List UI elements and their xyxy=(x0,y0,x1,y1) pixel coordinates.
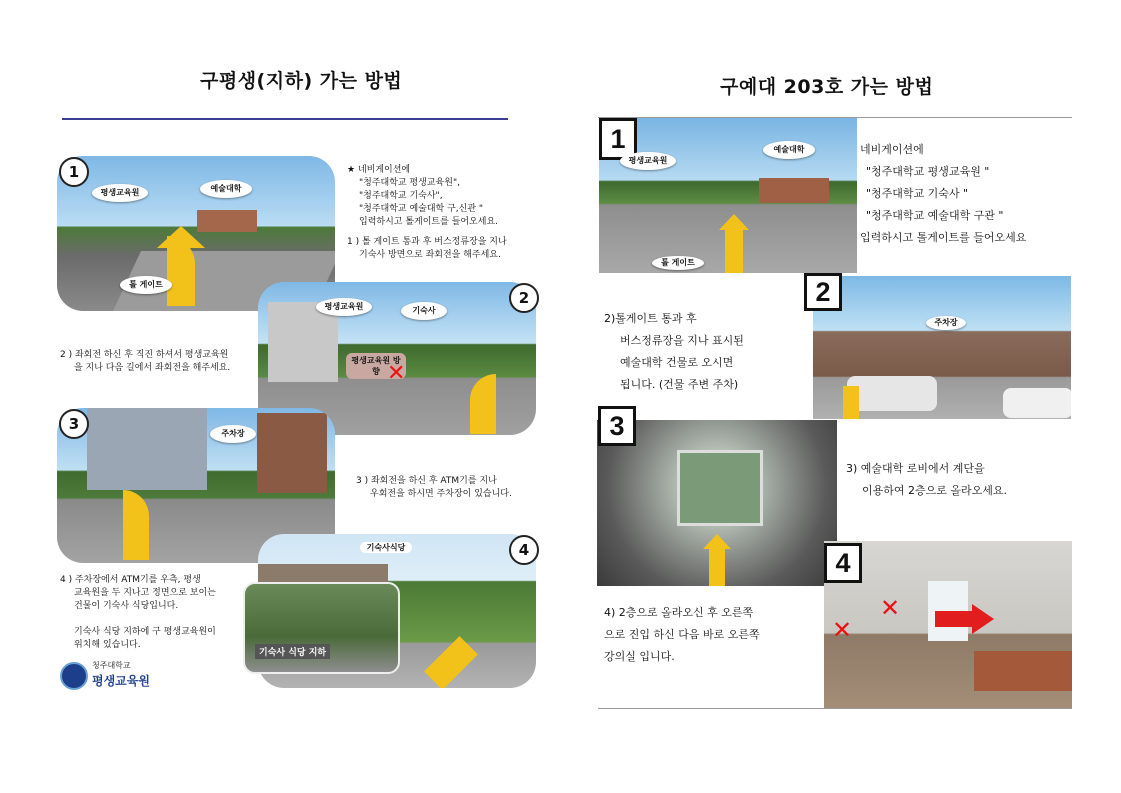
step-number-1: 1 xyxy=(59,157,89,187)
step-line: 강의실 입니다. xyxy=(604,650,675,663)
logo-main: 평생교육원 xyxy=(92,674,150,688)
title-underline xyxy=(62,118,508,120)
label-bubble: 톨 게이트 xyxy=(120,276,172,294)
car xyxy=(1003,388,1071,418)
intro-line: 네비게이션에 xyxy=(860,143,924,156)
step-line: 2)톨게이트 통과 후 xyxy=(604,312,697,325)
right-photo-2 xyxy=(813,276,1071,419)
label-bubble: 기숙사식당 xyxy=(360,542,412,553)
step-number-1: 1 xyxy=(599,118,637,160)
label-bubble: 평생교육원 방향 xyxy=(346,353,406,379)
glass-door xyxy=(677,450,763,526)
right-title: 구예대 203호 가는 방법 xyxy=(720,76,934,98)
logo xyxy=(60,660,180,690)
intro-line: 입력하시고 톨게이트를 들어오세요 xyxy=(860,231,1027,244)
right-step-2-text xyxy=(604,308,814,396)
label-bubble: 평생교육원 xyxy=(316,298,372,316)
yellow-arrow-head xyxy=(703,534,731,549)
intro-line: "청주대학교 예술대학 구관 " xyxy=(866,209,1004,222)
building xyxy=(197,210,257,232)
step-line: 기숙사 방면으로 좌회전을 해주세요. xyxy=(359,250,501,260)
yellow-arrow xyxy=(123,490,149,560)
building xyxy=(257,413,327,493)
label-bubble: 평생교육원 xyxy=(92,184,148,202)
step-line: 건물이 기숙사 식당입니다. xyxy=(74,601,179,611)
step-line: 우회전을 하시면 주차장이 있습니다. xyxy=(370,489,512,499)
yellow-arrow xyxy=(725,228,743,273)
bottom-rule xyxy=(598,708,1072,709)
step-line: 이용하여 2층으로 올라오세요. xyxy=(862,484,1007,497)
label-bubble: 예술대학 xyxy=(763,141,815,159)
step-3-text xyxy=(356,475,546,501)
step-line: 4 ) 주차장에서 ATM기를 우측, 평생 xyxy=(60,575,201,585)
right-photo-1 xyxy=(599,118,857,273)
step-line: 됩니다. (건물 주변 주차) xyxy=(620,378,739,391)
yellow-arrow-head xyxy=(719,214,749,230)
yellow-arrow xyxy=(843,386,859,419)
step-line: 3) 예술대학 로비에서 계단을 xyxy=(846,462,985,475)
right-step-3-text xyxy=(846,458,1071,502)
step-line xyxy=(60,613,250,626)
step-number-4: 4 xyxy=(824,543,862,583)
red-x-icon: ✕ xyxy=(832,616,853,644)
navi-line: 입력하시고 톨게이트를 들어오세요. xyxy=(359,217,498,227)
step-line: 교육원을 두 지나고 정면으로 보이는 xyxy=(74,588,216,598)
yellow-arrow xyxy=(709,548,725,586)
building xyxy=(759,178,829,203)
label-bubble: 평생교육원 xyxy=(620,152,676,170)
step-line: 1 ) 톨 게이트 통과 후 버스정류장을 지나 xyxy=(347,237,507,247)
red-x-icon: ✕ xyxy=(387,361,406,386)
label-bubble: 주차장 xyxy=(210,425,256,443)
step-line: 예술대학 건물로 오시면 xyxy=(620,356,734,369)
red-right-arrow-head xyxy=(972,604,994,634)
step-line: 2 ) 좌회전 하신 후 직진 하셔서 평생교육원 xyxy=(60,350,229,360)
inset-photo xyxy=(243,582,400,674)
step-number-2: 2 xyxy=(804,273,842,311)
label-bubble: 예술대학 xyxy=(200,180,252,198)
step-line: 4) 2층으로 올라오신 후 오른쪽 xyxy=(604,606,754,619)
yellow-arrow xyxy=(470,374,496,434)
inset-label: 기숙사 식당 지하 xyxy=(255,644,330,659)
step-line: 3 ) 좌회전을 하신 후 ATM기를 지나 xyxy=(356,476,497,486)
right-intro xyxy=(860,139,1074,249)
intro-line: "청주대학교 평생교육원 " xyxy=(866,165,990,178)
navi-line: "청주대학교 평생교육원", xyxy=(359,178,460,188)
label-bubble: 톨 게이트 xyxy=(652,256,704,270)
university-emblem-icon xyxy=(60,662,88,690)
step-number-3: 3 xyxy=(59,409,89,439)
navi-line: "청주대학교 기숙사", xyxy=(359,191,443,201)
star-icon: ★ xyxy=(347,165,356,175)
navi-line: 네비게이션에 xyxy=(357,165,411,175)
left-title: 구평생(지하) 가는 방법 xyxy=(200,70,403,92)
label-bubble: 주차장 xyxy=(926,316,966,330)
step-number-2: 2 xyxy=(509,283,539,313)
step-line: 기숙사 식당 지하에 구 평생교육원이 xyxy=(74,627,216,637)
step-number-4: 4 xyxy=(509,535,539,565)
car xyxy=(847,376,937,411)
right-step-4-text xyxy=(604,602,824,668)
intro-line: "청주대학교 기숙사 " xyxy=(866,187,969,200)
step-line: 으로 진입 하신 다음 바로 오른쪽 xyxy=(604,628,760,641)
step-number-3: 3 xyxy=(598,406,636,446)
red-right-arrow-icon xyxy=(935,611,975,627)
logo-sub: 청주대학교 xyxy=(92,661,131,670)
label-bubble: 기숙사 xyxy=(401,302,447,320)
step-line: 위치해 있습니다. xyxy=(74,640,141,650)
step-1-text xyxy=(347,236,537,262)
table xyxy=(974,651,1072,691)
yellow-arrow xyxy=(424,636,478,688)
step-line: 을 지나 다음 길에서 좌회전을 해주세요. xyxy=(74,363,231,373)
red-x-icon: ✕ xyxy=(880,594,901,622)
yellow-arrow-head xyxy=(157,226,205,248)
navi-instructions xyxy=(347,164,527,229)
step-line: 버스정류장을 지나 표시된 xyxy=(620,334,744,347)
building xyxy=(87,408,207,490)
step-4-text xyxy=(60,574,250,652)
navi-line: "청주대학교 예술대학 구,신관 " xyxy=(359,204,484,214)
step-2-text xyxy=(60,349,260,375)
